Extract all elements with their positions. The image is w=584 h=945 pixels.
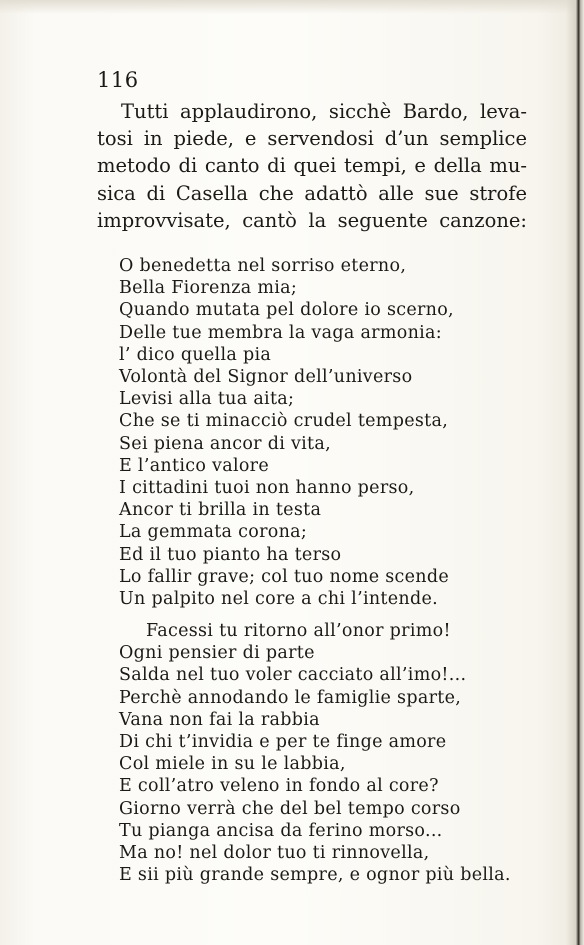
verse-line: Col miele in su le labbia, bbox=[119, 754, 346, 775]
verse-line: Volontà del Signor dell’universo bbox=[119, 367, 413, 388]
verse-line: Ogni pensier di parte bbox=[119, 643, 315, 664]
poem-stanza-1 bbox=[119, 255, 519, 610]
intro-line: Tutti applaudirono, sicchè Bardo, leva- bbox=[121, 100, 527, 123]
verse-line: E coll’atro veleno in fondo al core? bbox=[119, 776, 439, 797]
page-binding-edge bbox=[566, 0, 584, 945]
intro-line: tosi in piede, e servendosi d’un semplice bbox=[97, 127, 527, 151]
poem-stanza-2 bbox=[119, 620, 519, 886]
verse-line: Levisi alla tua aita; bbox=[119, 389, 295, 410]
verse-line: Un palpito nel core a chi l’intende. bbox=[119, 589, 438, 610]
intro-line: improvvisate, cantò la seguente canzone: bbox=[97, 208, 527, 232]
page-top-shadow bbox=[0, 0, 584, 14]
verse-line: Giorno verrà che del bel tempo corso bbox=[119, 798, 461, 819]
verse-line: Delle tue membra la vaga armonia: bbox=[119, 322, 442, 343]
verse-line: O benedetta nel sorriso eterno, bbox=[119, 256, 407, 276]
verse-line: Ma no! nel dolor tuo ti rinnovella, bbox=[119, 843, 430, 864]
verse-line: Sei piena ancor di vita, bbox=[119, 433, 331, 454]
verse-line: Quando mutata pel dolore io scerno, bbox=[119, 300, 454, 321]
verse-line: Facessi tu ritorno all’onor primo! bbox=[146, 621, 451, 641]
verse-line: Ed il tuo pianto ha terso bbox=[119, 544, 342, 565]
verse-line: Che se ti minacciò crudel tempesta, bbox=[119, 411, 449, 432]
intro-line: metodo di canto di quei tempi, e della mu- bbox=[97, 154, 527, 178]
page-number: 116 bbox=[97, 68, 139, 92]
verse-line: I cittadini tuoi non hanno perso, bbox=[119, 478, 415, 499]
verse-line: E sii più grande sempre, e ognor più bella. bbox=[119, 865, 511, 886]
verse-line: Perchè annodando le famiglie sparte, bbox=[119, 687, 462, 708]
intro-paragraph bbox=[97, 98, 527, 234]
verse-line: Lo fallir grave; col tuo nome scende bbox=[119, 566, 450, 587]
verse-line: l’ dico quella pia bbox=[119, 344, 272, 365]
verse-line: La gemmata corona; bbox=[119, 522, 308, 543]
verse-line: E l’antico valore bbox=[119, 455, 270, 476]
verse-line: Vana non fai la rabbia bbox=[119, 709, 320, 730]
verse-line: Di chi t’invidia e per te finge amore bbox=[119, 732, 447, 753]
verse-line: Salda nel tuo voler cacciato all’imo!... bbox=[119, 665, 467, 686]
verse-line: Bella Fiorenza mia; bbox=[119, 278, 298, 299]
verse-line: Ancor ti brilla in testa bbox=[119, 500, 322, 521]
verse-line: Tu pianga ancisa da ferino morso... bbox=[119, 820, 443, 841]
intro-line: sica di Casella che adattò alle sue strofe bbox=[97, 181, 527, 205]
